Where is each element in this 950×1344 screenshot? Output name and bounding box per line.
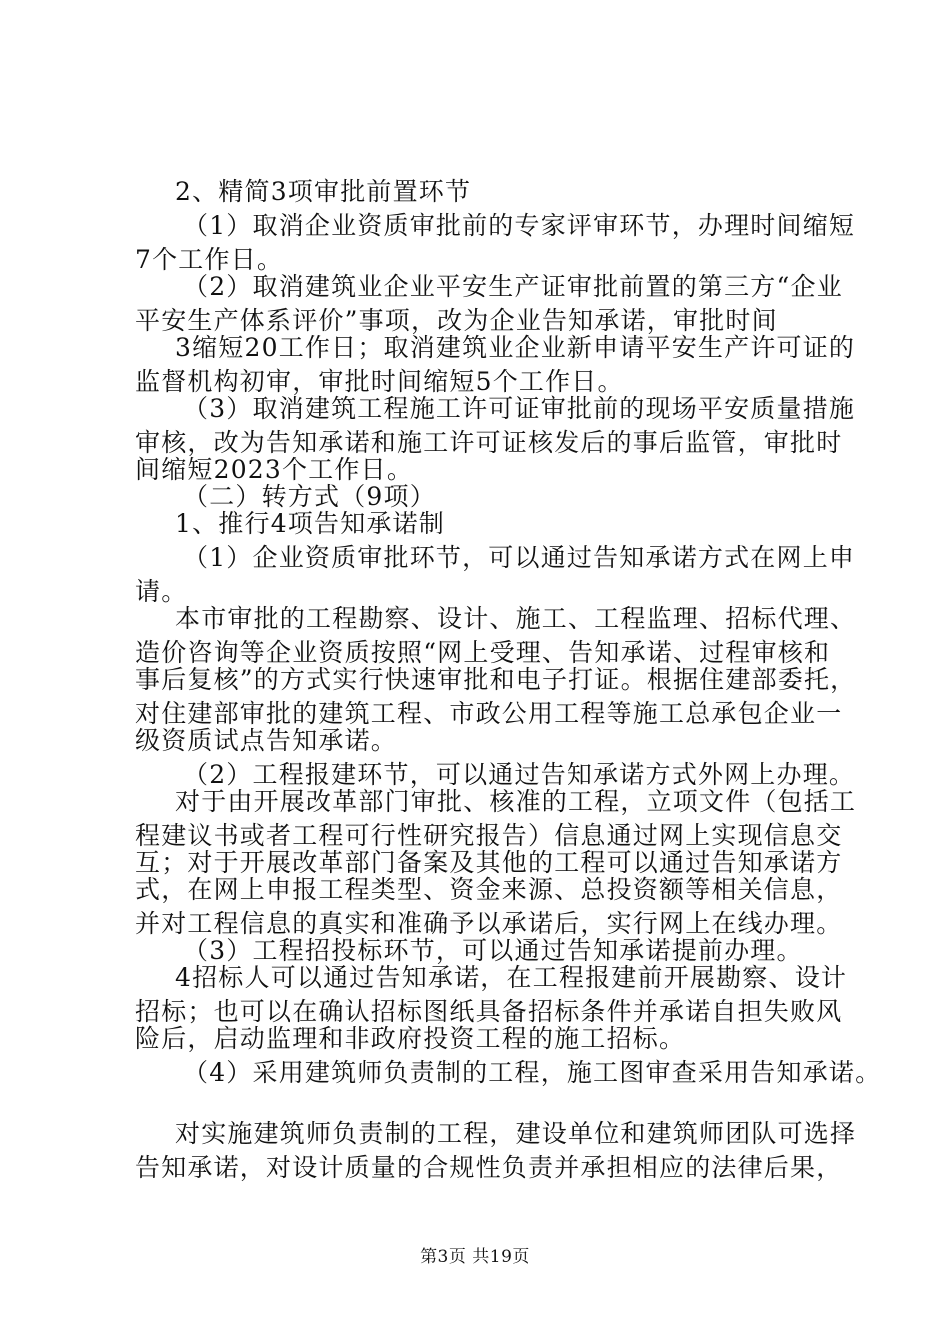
paragraph-line: 互；对于开展改革部门备案及其他的工程可以通过告知承诺方 [135, 848, 843, 877]
paragraph-line: （1）取消企业资质审批前的专家评审环节，办理时间缩短 [183, 211, 856, 240]
paragraph-line: （3）工程招投标环节，可以通过告知承诺提前办理。 [183, 936, 803, 965]
paragraph-line: （3）取消建筑工程施工许可证审批前的现场平安质量措施 [183, 394, 856, 423]
paragraph-line: （2）取消建筑业企业平安生产证审批前置的第三方“企业 [183, 272, 843, 301]
paragraph-line: （1）企业资质审批环节，可以通过告知承诺方式在网上申 [183, 543, 856, 572]
section-heading: （二）转方式（9项） [183, 482, 436, 511]
heading-2: 2、精简3项审批前置环节 [175, 177, 472, 206]
paragraph-line: 并对工程信息的真实和准确予以承诺后，实行网上在线办理。 [135, 909, 843, 938]
paragraph-line: 对实施建筑师负责制的工程，建设单位和建筑师团队可选择 [175, 1119, 857, 1148]
paragraph-line: 事后复核”的方式实行快速审批和电子打证。根据住建部委托， [135, 665, 857, 694]
paragraph-line: 3缩短20工作日；取消建筑业企业新申请平安生产许可证的 [175, 333, 856, 362]
paragraph-line: 式，在网上申报工程类型、资金来源、总投资额等相关信息， [135, 875, 843, 904]
paragraph-line: 造价咨询等企业资质按照“网上受理、告知承诺、过程审核和 [135, 638, 831, 667]
paragraph-line: 平安生产体系评价”事项，改为企业告知承诺，审批时间 [135, 306, 778, 335]
subsection-heading: 1、推行4项告知承诺制 [175, 509, 446, 538]
page-footer: 第3页 共19页 [420, 1247, 530, 1267]
paragraph-line: 间缩短2023个工作日。 [135, 455, 414, 484]
paragraph-line: 7个工作日。 [135, 245, 284, 274]
paragraph-line: 对于由开展改革部门审批、核准的工程，立项文件（包括工 [175, 787, 857, 816]
paragraph-line: 请。 [135, 577, 188, 606]
paragraph-line: 审核，改为告知承诺和施工许可证核发后的事后监管，审批时 [135, 428, 843, 457]
paragraph-line: 级资质试点告知承诺。 [135, 726, 398, 755]
paragraph-line: 对住建部审批的建筑工程、市政公用工程等施工总承包企业一 [135, 699, 843, 728]
paragraph-line: （2）工程报建环节，可以通过告知承诺方式外网上办理。 [183, 760, 856, 789]
paragraph-line: 险后，启动监理和非政府投资工程的施工招标。 [135, 1024, 686, 1053]
paragraph-line: 监督机构初审，审批时间缩短5个工作日。 [135, 367, 624, 396]
paragraph-line: 4招标人可以通过告知承诺，在工程报建前开展勘察、设计 [175, 963, 848, 992]
paragraph-line: 告知承诺，对设计质量的合规性负责并承担相应的法律后果， [135, 1153, 843, 1182]
paragraph-line: 本市审批的工程勘察、设计、施工、工程监理、招标代理、 [175, 604, 857, 633]
paragraph-line: 招标；也可以在确认招标图纸具备招标条件并承诺自担失败风 [135, 997, 843, 1026]
paragraph-line: 程建议书或者工程可行性研究报告）信息通过网上实现信息交 [135, 821, 843, 850]
paragraph-line: （4）采用建筑师负责制的工程，施工图审查采用告知承诺。 [183, 1058, 882, 1087]
